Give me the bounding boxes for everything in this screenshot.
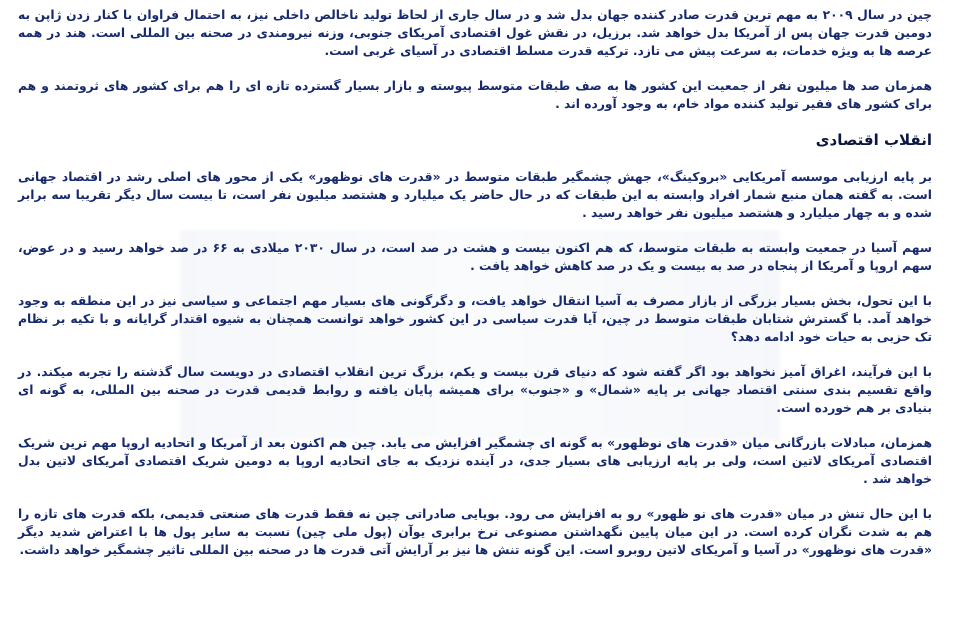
- article-paragraph: بر پایه ارزیابی موسسه آمریکایی «بروکینگ»، جهش چشمگیر طبقات متوسط در «قدرت های نوظهور» یکی از محور های اصلی رشد در اقتصاد جهانی است. به گفته همان منبع شمار افراد وابسته به این طبقات که در حال حاضر یک میلیارد و هشتصد میلیون نفر است، تا بیست سال دیگر تقریبا سه برابر شده و به چهار میلیارد و هشتصد میلیون نفر خواهد رسید .: [18, 170, 932, 220]
- article-paragraph: همزمان صد ها میلیون نفر از جمعیت این کشور ها به صف طبقات متوسط پیوسته و بازار بسیار گسترده تازه ای را هم برای کشور های ثروتمند و هم برای کشور های فقیر تولید کننده مواد خام، به وجود آورده اند .: [18, 79, 932, 111]
- article-paragraph: با این فرآیند، اغراق آمیز نخواهد بود اگر گفته شود که دنیای قرن بیست و یکم، بزرگ ترین انقلاب اقتصادی در دویست سال گذشته را تجربه میکند. در واقع تقسیم بندی سنتی اقتصاد جهانی بر پایه «شمال» و «جنوب» برای همیشه پایان یافته و روابط قدیمی قدرت در صحنه بین المللی، به گونه ای بنیادی بر هم خورده است.: [18, 365, 932, 415]
- article-paragraph: چین در سال ۲۰۰۹ به مهم ترین قدرت صادر کننده جهان بدل شد و در سال جاری از لحاظ تولید ناخالص داخلی نیز، به احتمال فراوان با کنار زدن ژاپن به دومین قدرت جهان پس از آمریکا بدل خواهد شد. برزیل، در نقش غول اقتصادی آمریکای جنوبی، وزنه نیرومندی در صحنه بین المللی است. هند در همه عرصه ها به ویژه خدمات، به سرعت پیش می تازد. ترکیه قدرت مسلط اقتصادی در آسیای غربی است.: [18, 8, 932, 58]
- article-paragraph: با این حال تنش در میان «قدرت های نو ظهور» رو به افزایش می رود. بویایی صادراتی چین نه فقط قدرت های صنعتی قدیمی، بلکه قدرت های تازه را هم به شدت نگران کرده است. در این میان پایین نگهداشتن مصنوعی نرخ برابری یوآن (پول ملی چین) نسبت به سایر پول ها با اعتراض شدید دیگر «قدرت های نوظهور» در آسیا و آمریکای لاتین روبرو است. این گونه تنش ها نیز بر آرایش آتی قدرت ها در صحنه بین المللی تاثیر چشمگیر خواهد داشت.: [18, 507, 932, 557]
- article-content: [18, 6, 932, 576]
- article-paragraph: با این تحول، بخش بسیار بزرگی از بازار مصرف به آسیا انتقال خواهد یافت، و دگرگونی های بسیار مهم اجتماعی و سیاسی نیز در این منطقه به وجود خواهد آمد. با گسترش شتابان طبقات متوسط در چین، آیا قدرت سیاسی در این کشور خواهد توانست همچنان به شیوه اقتدار گرایانه و با تکیه بر نظام تک حزبی به حیات خود ادامه دهد؟: [18, 294, 932, 344]
- section-heading: انقلاب اقتصادی: [815, 131, 932, 149]
- article-paragraph: همزمان، مبادلات بازرگانی میان «قدرت های نوظهور» به گونه ای چشمگیر افزایش می یابد. چین هم اکنون بعد از آمریکا و اتحادیه اروپا مهم ترین شریک اقتصادی آمریکای لاتین است، ولی بر پایه ارزیابی های بسیار جدی، در آینده نزدیک به جای اتحادیه اروپا به دومین شریک اقتصادی آمریکای لاتین بدل خواهد شد .: [18, 436, 932, 486]
- article-paragraph: سهم آسیا در جمعیت وابسته به طبقات متوسط، که هم اکنون بیست و هشت در صد است، در سال ۲۰۳۰ میلادی به ۶۶ در صد خواهد رسید و در عوض، سهم اروپا و آمریکا از پنجاه در صد به بیست و یک در صد کاهش خواهد یافت .: [18, 241, 932, 273]
